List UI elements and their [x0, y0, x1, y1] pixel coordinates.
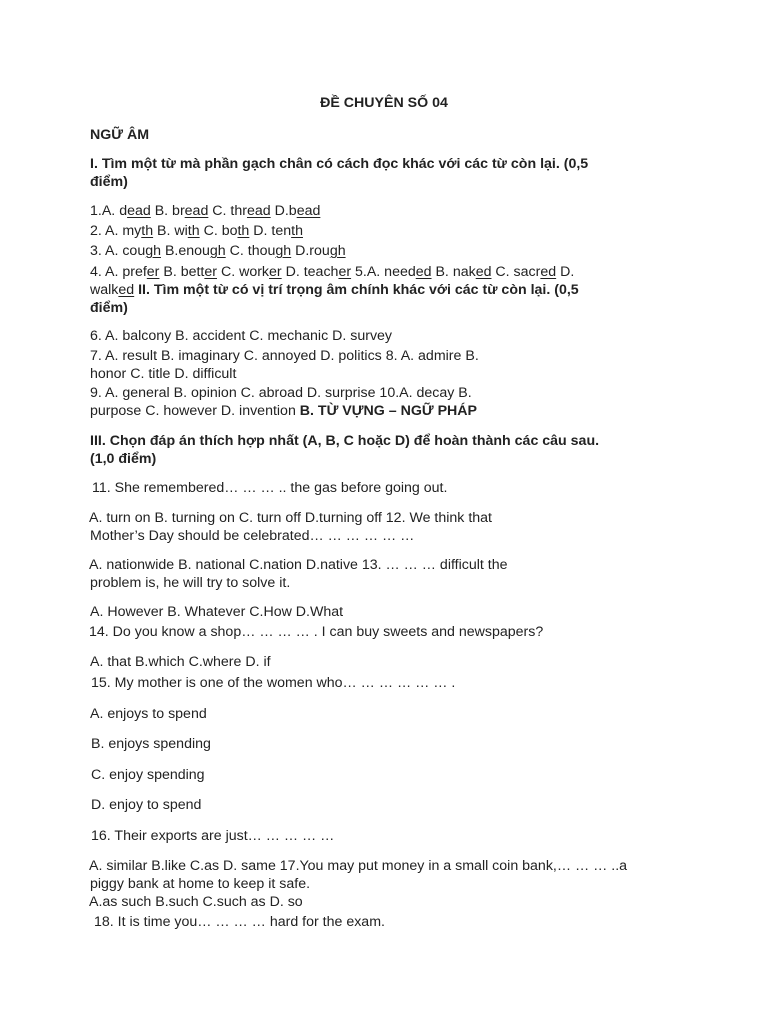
- question-14: 14. Do you know a shop… … … … . I can buy sweets and newspapers?: [89, 624, 544, 640]
- part1-instruction: I. Tìm một từ mà phần gạch chân có cách đọc khác với các từ còn lại. (0,5: [90, 156, 589, 172]
- question-12: Mother’s Day should be celebrated… … … … … …: [90, 528, 415, 544]
- part1-instruction-cont: điểm): [90, 174, 128, 190]
- option-text: B. nak: [431, 264, 476, 280]
- underlined-part: er: [338, 264, 352, 280]
- option-text: C. thr: [208, 203, 247, 219]
- option-text: C. sacr: [491, 264, 541, 280]
- question-11: 11. She remembered… … … .. the gas before going out.: [92, 480, 448, 496]
- option-text: D.: [556, 264, 575, 280]
- underlined-part: er: [269, 264, 282, 280]
- underlined-part: th: [187, 223, 200, 239]
- underlined-part: th: [141, 223, 154, 239]
- underlined-part: th: [237, 223, 250, 239]
- underlined-part: ead: [127, 203, 151, 219]
- option-text: 5.A. need: [351, 264, 416, 280]
- option-text: B. wi: [153, 223, 188, 239]
- question-17-options: A.as such B.such C.such as D. so: [89, 894, 303, 910]
- option-text: D. ten: [249, 223, 292, 239]
- underlined-part: ead: [246, 203, 271, 219]
- option-text: walk: [90, 282, 119, 298]
- option-text: B. br: [150, 203, 185, 219]
- option-text: A. d: [101, 203, 128, 219]
- question-16: 16. Their exports are just… … … … …: [91, 828, 335, 844]
- question-15-option-d: D. enjoy to spend: [91, 797, 202, 813]
- question-15-option-b: B. enjoys spending: [91, 736, 211, 752]
- document-title: ĐỀ CHUYÊN SỐ 04: [320, 95, 448, 111]
- underlined-part: er: [146, 264, 160, 280]
- option-text: D. teach: [281, 264, 339, 280]
- question-4-5: [90, 263, 574, 281]
- underlined-part: gh: [329, 243, 346, 259]
- underlined-part: ead: [184, 203, 209, 219]
- question-12-options: A. nationwide B. national C.nation D.native 13. … … … difficult the: [89, 557, 508, 573]
- question-14-options: A. that B.which C.where D. if: [90, 654, 271, 670]
- option-text: C. thou: [225, 243, 276, 259]
- question-13: problem is, he will try to solve it.: [90, 575, 291, 591]
- question-2: [90, 222, 303, 240]
- option-text: C. bo: [199, 223, 238, 239]
- part2-instruction: II. Tìm một từ có vị trí trọng âm chính khác với các từ còn lại. (0,5: [134, 282, 579, 298]
- question-10: [90, 402, 477, 420]
- option-text: B.enou: [161, 243, 210, 259]
- underlined-part: ed: [118, 282, 135, 298]
- option-text: D.rou: [291, 243, 330, 259]
- underlined-part: gh: [209, 243, 226, 259]
- option-text: B. bett: [159, 264, 205, 280]
- underlined-part: ed: [415, 264, 432, 280]
- section-heading-vocab: B. TỪ VỰNG – NGỮ PHÁP: [299, 403, 477, 419]
- option-text: C. work: [217, 264, 270, 280]
- question-text: purpose C. however D. invention: [90, 403, 300, 419]
- underlined-part: th: [291, 223, 303, 239]
- part2-instruction-cont: điểm): [90, 300, 128, 316]
- question-17: piggy bank at home to keep it safe.: [90, 876, 311, 892]
- question-8: honor C. title D. difficult: [90, 366, 237, 382]
- question-number: 1.: [90, 203, 102, 219]
- part3-instruction-cont: (1,0 điểm): [90, 451, 157, 467]
- question-15: 15. My mother is one of the women who… … … … … … .: [91, 675, 456, 691]
- option-text: 4. A. pref: [90, 264, 147, 280]
- option-text: 2. A. my: [90, 223, 142, 239]
- question-15-option-a: A. enjoys to spend: [90, 706, 207, 722]
- question-6: 6. A. balcony B. accident C. mechanic D. survey: [90, 328, 393, 344]
- question-7: 7. A. result B. imaginary C. annoyed D. politics 8. A. admire B.: [90, 348, 479, 364]
- question-5-cont: [90, 281, 579, 299]
- question-1: [90, 202, 320, 220]
- underlined-part: ed: [475, 264, 492, 280]
- option-text: D.b: [270, 203, 297, 219]
- question-11-options: A. turn on B. turning on C. turn off D.turning off 12. We think that: [89, 510, 492, 526]
- question-16-options: A. similar B.like C.as D. same 17.You may put money in a small coin bank,… … … ..a: [89, 858, 628, 874]
- question-13-options: A. However B. Whatever C.How D.What: [90, 604, 344, 620]
- underlined-part: gh: [145, 243, 161, 259]
- question-9: 9. A. general B. opinion C. abroad D. surprise 10.A. decay B.: [90, 385, 472, 401]
- section-heading-phonetics: NGỮ ÂM: [90, 127, 150, 143]
- question-3: [90, 242, 346, 260]
- option-text: 3. A. cou: [90, 243, 146, 259]
- question-15-option-c: C. enjoy spending: [91, 767, 205, 783]
- underlined-part: ead: [296, 203, 321, 219]
- underlined-part: gh: [275, 243, 292, 259]
- question-18: 18. It is time you… … … … hard for the exam.: [94, 914, 385, 930]
- part3-instruction: III. Chọn đáp án thích hợp nhất (A, B, C hoặc D) để hoàn thành các câu sau.: [90, 433, 600, 449]
- underlined-part: ed: [540, 264, 557, 280]
- underlined-part: er: [204, 264, 217, 280]
